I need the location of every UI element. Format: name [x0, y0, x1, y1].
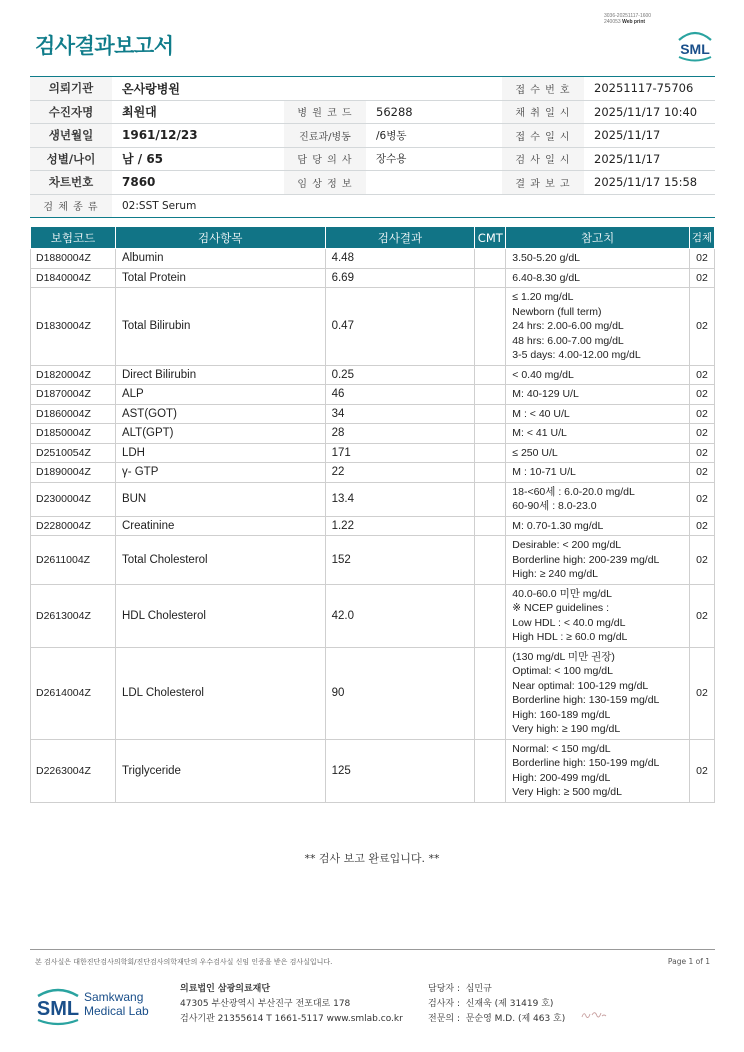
- specimen-cell: 02: [689, 584, 714, 647]
- reference-line: 24 hrs: 2.00-6.00 mg/dL: [512, 320, 624, 332]
- collection-datetime-label: 채 취 일 시: [502, 101, 584, 124]
- test-date-value: 2025/11/17: [594, 151, 661, 166]
- results-body: [31, 249, 715, 803]
- info-row: [30, 124, 715, 148]
- specimen-cell: 02: [689, 516, 714, 536]
- reference-line: M : < 40 U/L: [512, 407, 570, 420]
- specimen-cell: 02: [689, 288, 714, 366]
- result-cell: 152: [325, 536, 475, 585]
- samkwang-logo-icon: [36, 982, 186, 1026]
- staff-role: 검사자 :: [428, 999, 460, 1009]
- footer-divider: [30, 949, 715, 950]
- specimen-cell: 02: [689, 424, 714, 444]
- info-row: [30, 195, 715, 219]
- reference-line: High HDL : ≥ 60.0 mg/dL: [512, 631, 628, 643]
- test-item-cell: Total Protein: [115, 268, 325, 288]
- cmt-cell: [475, 424, 506, 444]
- sex-age-label: 성별/나이: [30, 148, 112, 171]
- receipt-date-label: 접 수 일 시: [502, 124, 584, 147]
- chart-number-label: 차트번호: [30, 171, 112, 194]
- test-item-cell: BUN: [115, 482, 325, 516]
- insurance-code-cell: D1850004Z: [31, 424, 116, 444]
- result-cell: 1.22: [325, 516, 475, 536]
- col-header-result: 검사결과: [325, 227, 475, 249]
- reference-line: High: 160-189 mg/dL: [512, 708, 611, 721]
- reference-line: Very high: ≥ 190 mg/dL: [512, 723, 621, 735]
- cmt-cell: [475, 516, 506, 536]
- result-cell: 90: [325, 647, 475, 739]
- insurance-code-cell: D2614004Z: [31, 647, 116, 739]
- result-cell: 42.0: [325, 584, 475, 647]
- col-header-insurance-code: 보험코드: [31, 227, 116, 249]
- certification-note: 본 검사실은 대한진단검사의학회/진단검사의학재단의 우수검사실 신임 인증을 받은 검사실입니다.: [35, 958, 333, 966]
- table-row: [31, 584, 715, 647]
- reference-cell: [506, 739, 690, 802]
- collection-datetime-value: 2025/11/17 10:40: [594, 104, 698, 119]
- cmt-cell: [475, 249, 506, 269]
- print-id: 240053: [604, 19, 621, 25]
- birth-date-label: 생년월일: [30, 124, 112, 147]
- footer-logo-name-2: Medical Lab: [84, 1004, 149, 1018]
- table-header-row: [31, 227, 715, 249]
- result-cell: 125: [325, 739, 475, 802]
- table-row: [31, 443, 715, 463]
- cmt-cell: [475, 482, 506, 516]
- cmt-cell: [475, 288, 506, 366]
- reference-line: Near optimal: 100-129 mg/dL: [512, 679, 649, 692]
- table-row: [31, 288, 715, 366]
- reference-cell: [506, 268, 690, 288]
- specimen-cell: 02: [689, 482, 714, 516]
- insurance-code-cell: D2280004Z: [31, 516, 116, 536]
- test-item-cell: HDL Cholesterol: [115, 584, 325, 647]
- insurance-code-cell: D1880004Z: [31, 249, 116, 269]
- reference-line: Borderline high: 200-239 mg/dL: [512, 553, 660, 566]
- insurance-code-cell: D2300004Z: [31, 482, 116, 516]
- receipt-date-value: 2025/11/17: [594, 128, 661, 143]
- insurance-code-cell: D1860004Z: [31, 404, 116, 424]
- staff-name: 문순영 M.D. (제 463 호): [465, 1014, 566, 1024]
- report-datetime-label: 결 과 보 고: [502, 171, 584, 194]
- insurance-code-cell: D1840004Z: [31, 268, 116, 288]
- print-label: Web print: [622, 19, 646, 25]
- reference-line: M: < 41 U/L: [512, 427, 567, 439]
- test-date-label: 검 사 일 시: [502, 148, 584, 171]
- specimen-cell: 02: [689, 365, 714, 385]
- reference-line: ※ NCEP guidelines :: [512, 602, 610, 614]
- test-item-cell: LDH: [115, 443, 325, 463]
- table-row: [31, 536, 715, 585]
- hospital-code-value: 56288: [376, 104, 413, 119]
- staff-name: 심민규: [465, 984, 492, 994]
- table-row: [31, 482, 715, 516]
- result-cell: 0.47: [325, 288, 475, 366]
- insurance-code-cell: D2611004Z: [31, 536, 116, 585]
- sml-logo-icon: [674, 28, 716, 64]
- reference-line: 18-<60세 : 6.0-20.0 mg/dL: [512, 485, 635, 498]
- specimen-cell: 02: [689, 249, 714, 269]
- reference-cell: [506, 424, 690, 444]
- organization-info: [180, 982, 403, 1027]
- reference-cell: [506, 365, 690, 385]
- reference-line: High: 200-499 mg/dL: [512, 771, 611, 784]
- reference-cell: [506, 288, 690, 366]
- reference-line: ≤ 250 U/L: [512, 446, 558, 459]
- test-item-cell: Albumin: [115, 249, 325, 269]
- org-contact: 검사기관 21355614 T 1661-5117 www.smlab.co.kr: [180, 1014, 403, 1024]
- col-header-specimen: 검체: [689, 227, 714, 249]
- result-cell: 34: [325, 404, 475, 424]
- report-datetime-value: 2025/11/17 15:58: [594, 175, 698, 190]
- reference-cell: [506, 463, 690, 483]
- result-cell: 4.48: [325, 249, 475, 269]
- result-cell: 28: [325, 424, 475, 444]
- cmt-cell: [475, 739, 506, 802]
- reference-cell: [506, 516, 690, 536]
- test-item-cell: ALP: [115, 385, 325, 405]
- reference-line: Low HDL : < 40.0 mg/dL: [512, 616, 626, 629]
- table-row: [31, 404, 715, 424]
- sml-logo-text: SML: [680, 41, 710, 57]
- test-item-cell: Total Bilirubin: [115, 288, 325, 366]
- reference-line: Normal: < 150 mg/dL: [512, 742, 611, 755]
- reference-line: Desirable: < 200 mg/dL: [512, 539, 622, 551]
- cmt-cell: [475, 385, 506, 405]
- reference-line: 60-90세 : 8.0-23.0: [512, 500, 597, 512]
- test-item-cell: γ- GTP: [115, 463, 325, 483]
- insurance-code-cell: D1870004Z: [31, 385, 116, 405]
- staff-role: 담당자 :: [428, 984, 460, 994]
- col-header-test-item: 검사항목: [115, 227, 325, 249]
- cmt-cell: [475, 443, 506, 463]
- reference-line: Optimal: < 100 mg/dL: [512, 665, 613, 677]
- reference-line: High: ≥ 240 mg/dL: [512, 568, 599, 580]
- footer-logo-name-1: Samkwang: [84, 990, 144, 1004]
- cmt-cell: [475, 404, 506, 424]
- specimen-cell: 02: [689, 385, 714, 405]
- department-ward-label: 진료과/병동: [284, 124, 366, 147]
- table-row: [31, 516, 715, 536]
- reference-line: M : 10-71 U/L: [512, 466, 576, 478]
- specimen-cell: 02: [689, 268, 714, 288]
- reference-line: 3.50-5.20 g/dL: [512, 252, 581, 264]
- reference-cell: [506, 404, 690, 424]
- table-row: [31, 647, 715, 739]
- specimen-cell: 02: [689, 463, 714, 483]
- staff-name: 신재욱 (제 31419 호): [465, 999, 554, 1009]
- result-cell: 171: [325, 443, 475, 463]
- patient-info: [30, 76, 715, 218]
- clinical-info-label: 임 상 정 보: [284, 171, 366, 194]
- insurance-code-cell: D2263004Z: [31, 739, 116, 802]
- page-title: 검사결과보고서: [35, 34, 174, 58]
- sex-age-value: 남 / 65: [122, 152, 164, 167]
- page-number: Page 1 of 1: [667, 957, 710, 966]
- reference-line: 40.0-60.0 미만 mg/dL: [512, 587, 612, 600]
- physician-label: 담 당 의 사: [284, 148, 366, 171]
- test-item-cell: Triglyceride: [115, 739, 325, 802]
- reference-line: 48 hrs: 6.00-7.00 mg/dL: [512, 334, 624, 347]
- reference-cell: [506, 249, 690, 269]
- chart-number-value: 7860: [122, 175, 156, 190]
- cmt-cell: [475, 584, 506, 647]
- specimen-cell: 02: [689, 443, 714, 463]
- test-item-cell: Total Cholesterol: [115, 536, 325, 585]
- cmt-cell: [475, 365, 506, 385]
- insurance-code-cell: D2613004Z: [31, 584, 116, 647]
- reference-line: (130 mg/dL 미만 권장): [512, 650, 615, 663]
- staff-info: [428, 982, 565, 1027]
- birth-date-value: 1961/12/23: [122, 128, 198, 143]
- insurance-code-cell: D1890004Z: [31, 463, 116, 483]
- reference-line: Borderline high: 150-199 mg/dL: [512, 757, 660, 769]
- table-row: [31, 385, 715, 405]
- specimen-type-label: 검 체 종 류: [30, 195, 112, 218]
- cmt-cell: [475, 268, 506, 288]
- table-row: [31, 424, 715, 444]
- insurance-code-cell: D1820004Z: [31, 365, 116, 385]
- reference-cell: [506, 385, 690, 405]
- table-row: [31, 463, 715, 483]
- cmt-cell: [475, 647, 506, 739]
- requesting-institution-label: 의뢰기관: [30, 77, 112, 100]
- patient-name-value: 최원대: [122, 105, 157, 120]
- org-name: 의료법인 삼광의료재단: [180, 984, 271, 994]
- patient-name-label: 수진자명: [30, 101, 112, 124]
- reference-line: Borderline high: 130-159 mg/dL: [512, 694, 660, 706]
- cmt-cell: [475, 536, 506, 585]
- test-item-cell: ALT(GPT): [115, 424, 325, 444]
- result-cell: 13.4: [325, 482, 475, 516]
- info-row: [30, 148, 715, 172]
- reference-line: < 0.40 mg/dL: [512, 368, 574, 381]
- department-ward-value: /6병동: [376, 129, 407, 142]
- receipt-number-label: 접 수 번 호: [502, 77, 584, 100]
- col-header-reference: 참고치: [506, 227, 690, 249]
- signature-icon: [580, 1008, 608, 1022]
- result-cell: 0.25: [325, 365, 475, 385]
- col-header-cmt: CMT: [475, 227, 506, 249]
- reference-line: M: 40-129 U/L: [512, 388, 579, 400]
- info-row: [30, 171, 715, 195]
- clinical-info-value: [366, 171, 502, 194]
- reference-line: ≤ 1.20 mg/dL: [512, 291, 574, 303]
- specimen-cell: 02: [689, 404, 714, 424]
- reference-cell: [506, 647, 690, 739]
- print-meta: [604, 13, 651, 25]
- result-cell: 22: [325, 463, 475, 483]
- table-row: [31, 249, 715, 269]
- reference-cell: [506, 443, 690, 463]
- reference-cell: [506, 482, 690, 516]
- cmt-cell: [475, 463, 506, 483]
- physician-value: 장수용: [376, 153, 407, 166]
- reference-line: 6.40-8.30 g/dL: [512, 271, 581, 284]
- table-row: [31, 365, 715, 385]
- info-row: [30, 101, 715, 125]
- reference-line: 3-5 days: 4.00-12.00 mg/dL: [512, 349, 641, 361]
- result-cell: 46: [325, 385, 475, 405]
- completion-message: ** 검사 보고 완료입니다. **: [304, 852, 440, 865]
- reference-line: Very High: ≥ 500 mg/dL: [512, 786, 622, 798]
- specimen-cell: 02: [689, 536, 714, 585]
- reference-cell: [506, 536, 690, 585]
- reference-cell: [506, 584, 690, 647]
- table-row: [31, 739, 715, 802]
- table-row: [31, 268, 715, 288]
- test-item-cell: Direct Bilirubin: [115, 365, 325, 385]
- result-cell: 6.69: [325, 268, 475, 288]
- staff-role: 전문의 :: [428, 1014, 460, 1024]
- specimen-type-value: 02:SST Serum: [122, 199, 197, 212]
- footer-logo-text: SML: [36, 998, 80, 1020]
- hospital-code-label: 병 원 코 드: [284, 101, 366, 124]
- requesting-institution-value: 온사랑병원: [122, 81, 180, 96]
- test-item-cell: LDL Cholesterol: [115, 647, 325, 739]
- info-row: [30, 77, 715, 101]
- specimen-cell: 02: [689, 647, 714, 739]
- reference-line: M: 0.70-1.30 mg/dL: [512, 519, 604, 532]
- results-table: [30, 226, 715, 803]
- print-code: 3036-20251117-1600: [604, 13, 652, 19]
- insurance-code-cell: D2510054Z: [31, 443, 116, 463]
- test-item-cell: Creatinine: [115, 516, 325, 536]
- reference-line: Newborn (full term): [512, 305, 602, 318]
- receipt-number-value: 20251117-75706: [594, 81, 694, 96]
- test-item-cell: AST(GOT): [115, 404, 325, 424]
- org-address: 47305 부산광역시 부산진구 전포대로 178: [180, 999, 351, 1009]
- insurance-code-cell: D1830004Z: [31, 288, 116, 366]
- specimen-cell: 02: [689, 739, 714, 802]
